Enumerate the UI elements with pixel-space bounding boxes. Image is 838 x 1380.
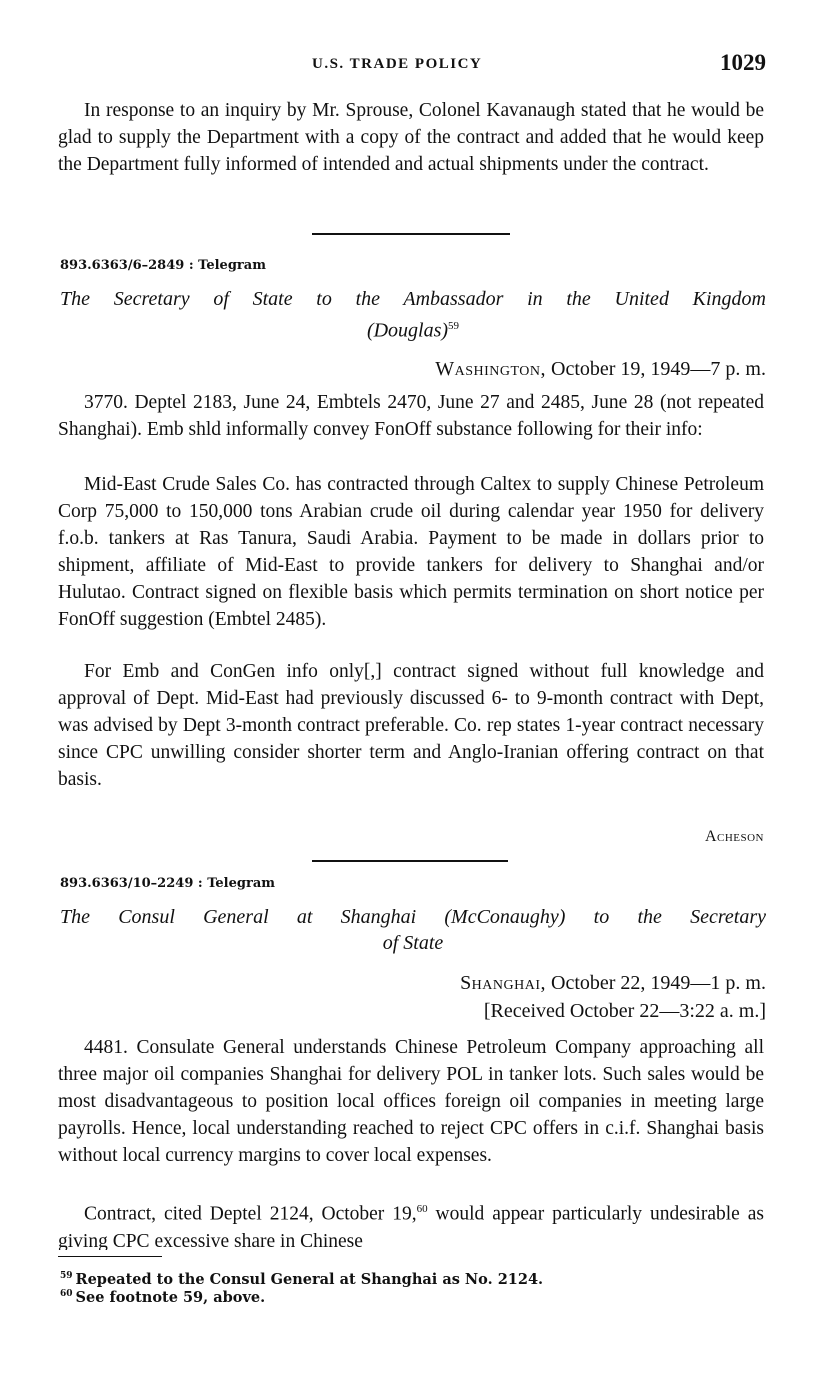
doc1-heading-recipient [60, 312, 766, 345]
doc2-heading-recipient: of State [382, 932, 444, 954]
footnote-number: 60 [60, 1289, 73, 1299]
running-title: U.S. TRADE POLICY [312, 56, 483, 72]
doc1-heading: The Secretary of State to the Ambassador in the United Kingdom [60, 288, 766, 310]
footnote-number: 59 [60, 1271, 73, 1281]
doc1-paragraph-1: 3770. Deptel 2183, June 24, Embtels 2470, June 27 and 2485, June 28 (not repeated Shanghai). Emb shld informally convey FonOff substance following for their info: [58, 392, 764, 440]
doc2-paragraph-2 [58, 1196, 764, 1250]
doc2-dateline [460, 972, 766, 995]
doc2-paragraph-2-start: Contract, cited Deptel 2124, October 19, [84, 1203, 417, 1225]
footnote-text: Repeated to the Consul General at Shanghai as No. 2124. [75, 1270, 544, 1288]
doc2-dateline-date: October 22, 1949—1 p. m. [551, 972, 766, 994]
doc2-reference: 893.6363/10–2249 : Telegram [60, 876, 275, 891]
doc2-received: [Received October 22—3:22 a. m.] [483, 1000, 766, 1022]
doc1-dateline [435, 358, 766, 381]
doc2-paragraph-2-end: would appear particularly undesirable as giving CPC excessive share in Chinese [58, 1203, 764, 1250]
doc1-footnote-ref: 59 [448, 320, 460, 332]
doc1-signature-text: Acheson [704, 828, 764, 845]
doc1-signature [705, 828, 764, 846]
doc1-paragraph-2: Mid-East Crude Sales Co. has contracted through Caltex to supply Chinese Petroleum Corp 75,000 to 150,000 tons Arabian crude oil during calendar year 1950 for delivery f.o.b. tankers at Ras Tanura, Saudi Arabia. Payment to be made in dollars prior to shipment, affiliate of Mid-East to provide tankers for delivery to Shanghai and/or Hulutao. Contract signed on flexible basis which permits termination on short notice per FonOff suggestion (Embtel 2485). [58, 474, 764, 630]
section-divider [312, 860, 508, 862]
doc2-paragraph-1: 4481. Consulate General understands Chinese Petroleum Company approaching all three major oil companies Shanghai for delivery POL in tanker lots. Such sales would be most disadvantageous to position local offices foreign oil companies in meeting large payrolls. Hence, local understanding reached to reject CPC offers in c.i.f. Shanghai basis without local currency margins to cover local expenses. [58, 1037, 764, 1166]
doc1-reference: 893.6363/6–2849 : Telegram [60, 258, 266, 273]
doc1-paragraph-3: For Emb and ConGen info only[,] contract signed without full knowledge and approval of Dept. Mid-East had previously discussed 6- to 9-month contract with Dept, was advised by Dept 3-month contract preferable. Co. rep states 1-year contract necessary since CPC unwilling consider shorter term and Anglo-Iranian offering contract on that basis. [58, 661, 764, 790]
doc1-dateline-place: Washington, [435, 358, 547, 380]
footnote-rule [58, 1256, 162, 1257]
doc2-dateline-place: Shanghai, [460, 972, 547, 994]
doc1-dateline-date: October 19, 1949—7 p. m. [551, 358, 766, 380]
section-divider [312, 233, 510, 235]
footnote-60 [60, 1285, 265, 1307]
doc1-heading-recipient-text: (Douglas) [366, 319, 449, 342]
intro-paragraph: In response to an inquiry by Mr. Sprouse, Colonel Kavanaugh stated that he would be glad to supply the Department with a copy of the contract and added that he would keep the Department fully informed of intended and actual shipments under the contract. [58, 100, 764, 175]
footnote-text: See footnote 59, above. [75, 1288, 266, 1306]
page-number: 1029 [720, 50, 766, 75]
doc2-heading: The Consul General at Shanghai (McConaughy) to the Secretary [60, 906, 766, 928]
running-head [60, 52, 768, 82]
doc2-footnote-ref: 60 [416, 1203, 428, 1215]
